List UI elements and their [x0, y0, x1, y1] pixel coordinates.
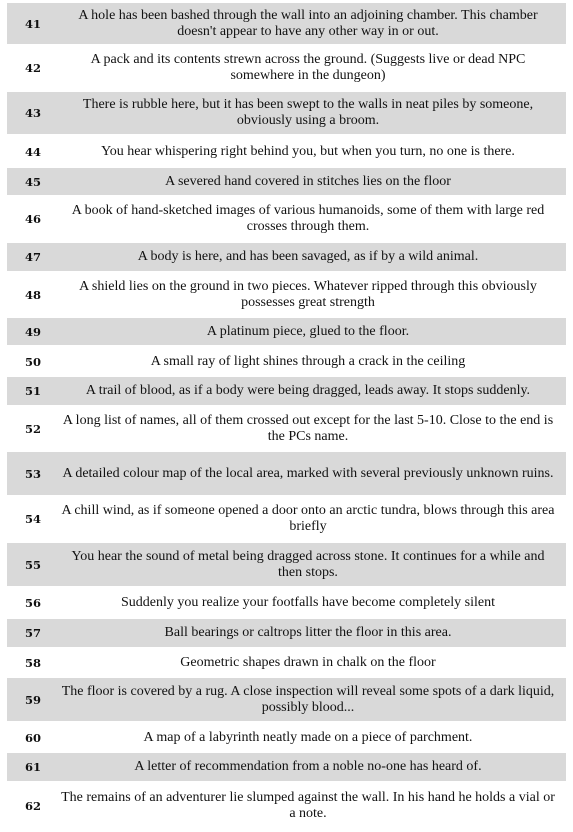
row-number: 54 [24, 512, 41, 526]
row-number: 49 [24, 324, 41, 339]
row-text: A long list of names, all of them crossed out except for the last 5-10. Close to the end is the PCs name. [62, 412, 554, 444]
table-row [7, 92, 566, 134]
row-number: 51 [24, 384, 41, 398]
row-number: 42 [24, 60, 41, 75]
row-number: 60 [24, 730, 41, 745]
table-row [7, 47, 566, 88]
row-number: 48 [24, 287, 41, 302]
row-number: 53 [24, 466, 41, 481]
row-number: 59 [24, 692, 41, 707]
row-text: A body is here, and has been savaged, as if by a wild animal. [137, 249, 479, 264]
row-text: A detailed colour map of the local area, marked with several previously unknown ruins. [62, 465, 554, 481]
row-text: A chill wind, as if someone opened a door onto an arctic tundra, blows through this area briefly [61, 503, 555, 534]
row-number: 45 [24, 174, 41, 189]
row-number: 46 [24, 212, 41, 226]
row-text: You hear the sound of metal being dragged across stone. It continues for a while and then stops. [71, 548, 545, 580]
row-number: 43 [24, 106, 41, 120]
row-number: 55 [24, 557, 41, 572]
table-row [7, 649, 566, 676]
row-text: A shield lies on the ground in two pieces. Whatever ripped through this obviously possesses great strength [79, 278, 537, 310]
table-row [7, 678, 566, 721]
table-row [7, 407, 566, 450]
row-text: Suddenly you realize your footfalls have become completely silent [121, 595, 495, 610]
row-text: A map of a labyrinth neatly made on a piece of parchment. [143, 729, 473, 745]
row-text: A book of hand-sketched images of various humanoids, some of them with large red crosses through them. [71, 203, 545, 234]
row-text: A hole has been bashed through the wall into an adjoining chamber. This chamber doesn't appear to have any other way in or out. [78, 7, 538, 39]
table-row [7, 168, 566, 195]
row-text: A severed hand covered in stitches lies on the floor [165, 173, 451, 189]
row-number: 50 [24, 354, 41, 369]
table-row [7, 497, 566, 541]
table-row [7, 452, 566, 495]
table-row [7, 753, 566, 781]
row-text: A pack and its contents strewn across the ground. (Suggests live or dead NPC somewhere in the dungeon) [90, 51, 526, 83]
row-text: The floor is covered by a rug. A close inspection will reveal some spots of a dark liquid, possibly blood... [61, 683, 555, 715]
table-row [7, 619, 566, 647]
table-row [7, 273, 566, 316]
table-row [7, 198, 566, 240]
row-number: 61 [24, 760, 41, 774]
table-row [7, 377, 566, 405]
row-text: A trail of blood, as if a body were being dragged, leads away. It stops suddenly. [85, 383, 531, 398]
row-number: 58 [24, 655, 41, 670]
row-text: There is rubble here, but it has been swept to the walls in neat piles by someone, obviously using a broom. [82, 97, 534, 128]
row-text: A small ray of light shines through a crack in the ceiling [150, 353, 466, 369]
row-number: 57 [24, 626, 41, 640]
table-row [7, 243, 566, 271]
row-number: 41 [24, 16, 41, 31]
table-row [7, 318, 566, 345]
table-row [7, 348, 566, 375]
row-text: A platinum piece, glued to the floor. [206, 323, 410, 339]
row-text: The remains of an adventurer lie slumped against the wall. In his hand he holds a vial or a note. [61, 789, 555, 821]
row-number: 62 [24, 798, 41, 813]
table-row [7, 724, 566, 751]
row-text: Geometric shapes drawn in chalk on the floor [180, 654, 436, 670]
row-number: 56 [24, 596, 41, 610]
row-text: Ball bearings or caltrops litter the floor in this area. [164, 625, 452, 640]
row-text: A letter of recommendation from a noble no-one has heard of. [134, 759, 482, 774]
table-row [7, 589, 566, 617]
row-number: 44 [24, 145, 41, 159]
table-row [7, 543, 566, 586]
row-text: You hear whispering right behind you, but when you turn, no one is there. [101, 144, 515, 159]
row-number: 47 [24, 250, 41, 264]
table-row [7, 3, 566, 44]
table-row [7, 138, 566, 166]
row-number: 52 [24, 421, 41, 436]
table-row [7, 784, 566, 827]
